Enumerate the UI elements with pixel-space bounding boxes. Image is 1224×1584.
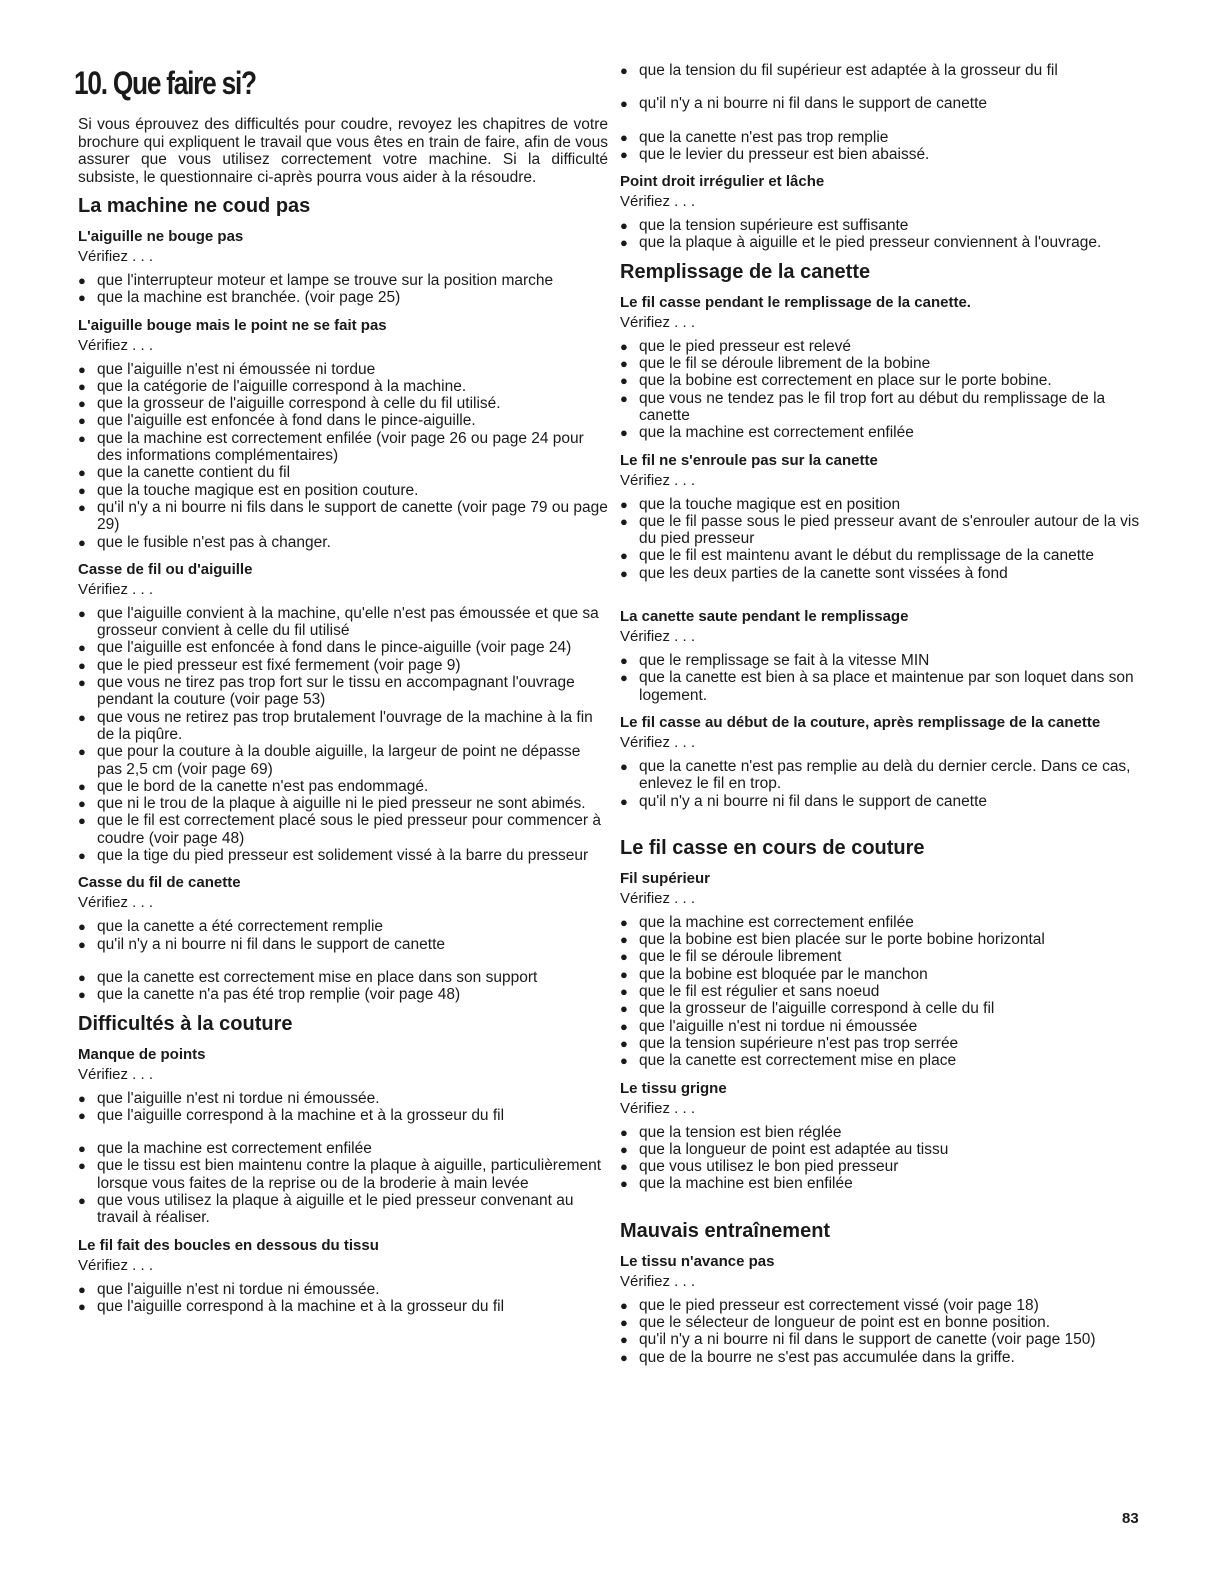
list-item: ● que la grosseur de l'aiguille correspond à celle du fil — [620, 1000, 1148, 1017]
list-item: ● que vous ne tendez pas le fil trop fort au début du remplissage de la canette — [620, 390, 1148, 425]
list-item: ● que l'aiguille n'est ni tordue ni émoussée. — [78, 1090, 608, 1107]
subsection-heading: Fil supérieur — [620, 869, 711, 887]
list-item: ● que la canette n'est pas remplie au delà du dernier cercle. Dans ce cas, enlevez le fil en trop. — [620, 758, 1148, 793]
list-item: ● que le pied presseur est correctement vissé (voir page 18) — [620, 1297, 1148, 1314]
subsection-heading: Point droit irrégulier et lâche — [620, 173, 825, 191]
verify-label: Vérifiez . . . — [620, 889, 696, 907]
list-item: ● que l'aiguille est enfoncée à fond dans le pince-aiguille. — [78, 412, 608, 429]
list-item: ● que la machine est bien enfilée — [620, 1175, 1148, 1192]
checklist — [620, 496, 1148, 582]
list-item: ● que la bobine est bloquée par le manchon — [620, 966, 1148, 983]
list-item: ● que la canette est bien à sa place et maintenue par son loquet dans son logement. — [620, 669, 1148, 704]
list-item: ● qu'il n'y a ni bourre ni fil dans le support de canette — [620, 793, 1148, 810]
subsection-heading: Le fil ne s'enroule pas sur la canette — [620, 451, 878, 469]
list-item: ● que la canette a été correctement remplie — [78, 918, 608, 935]
subsection-heading: Casse de fil ou d'aiguille — [78, 560, 253, 578]
verify-label: Vérifiez . . . — [78, 336, 154, 354]
verify-label: Vérifiez . . . — [620, 313, 696, 331]
checklist — [620, 652, 1148, 704]
list-item: ● que le remplissage se fait à la vitesse MIN — [620, 652, 1148, 669]
list-item: ● que ni le trou de la plaque à aiguille ni le pied presseur ne sont abimés. — [78, 795, 608, 812]
checklist — [620, 914, 1148, 1070]
checklist — [620, 338, 1148, 442]
subsection-heading: Le fil casse au début de la couture, après remplissage de la canette — [620, 713, 1101, 731]
list-item: ● que le fil se déroule librement — [620, 948, 1148, 965]
list-item: ● que l'aiguille correspond à la machine et à la grosseur du fil — [78, 1298, 608, 1315]
list-item: ● que la canette contient du fil — [78, 464, 608, 481]
list-item: ● qu'il n'y a ni bourre ni fil dans le support de canette — [78, 936, 608, 953]
list-item: ● que la bobine est bien placée sur le porte bobine horizontal — [620, 931, 1148, 948]
list-item: ● que l'interrupteur moteur et lampe se trouve sur la position marche — [78, 272, 608, 289]
list-item: ● que le fil est régulier et sans noeud — [620, 983, 1148, 1000]
section-heading: Difficultés à la couture — [78, 1012, 293, 1035]
verify-label: Vérifiez . . . — [78, 248, 154, 265]
section-heading: Mauvais entraînement — [620, 1219, 831, 1242]
intro-paragraph: Si vous éprouvez des difficultés pour coudre, revoyez les chapitres de votre brochure qui expliquent le travail que vous êtes en train de faire, afin de vous assurer que vous utilisez correctement votre machine. Si la difficulté subsiste, le questionnaire ci-après pourra vous aider à la résoudre. — [78, 116, 608, 186]
list-item: ● que l'aiguille convient à la machine, qu'elle n'est pas émoussée et que sa grosseur convient à celle du fil utilisé — [78, 605, 608, 640]
list-item: ● que la canette est correctement mise en place dans son support — [78, 969, 608, 986]
checklist — [620, 217, 1148, 252]
subsection-heading: Le tissu grigne — [620, 1079, 727, 1097]
list-item: ● que le pied presseur est fixé fermement (voir page 9) — [78, 657, 608, 674]
list-item: ● que la catégorie de l'aiguille correspond à la machine. — [78, 378, 608, 395]
checklist — [78, 1281, 608, 1316]
subsection-heading: Casse du fil de canette — [78, 874, 241, 892]
list-item: ● que le fil est maintenu avant le début du remplissage de la canette — [620, 547, 1148, 564]
list-item: ● que l'aiguille est enfoncée à fond dans le pince-aiguille (voir page 24) — [78, 639, 608, 656]
list-item: ● que la tension supérieure n'est pas trop serrée — [620, 1035, 1148, 1052]
list-item: ● que la machine est correctement enfilée — [620, 424, 1148, 441]
list-item: ● qu'il n'y a ni bourre ni fil dans le support de canette — [620, 95, 1148, 112]
subsection-heading: La canette saute pendant le remplissage — [620, 608, 909, 626]
verify-label: Vérifiez . . . — [78, 580, 154, 598]
section-heading: Remplissage de la canette — [620, 260, 871, 283]
verify-label: Vérifiez . . . — [78, 894, 154, 912]
checklist — [620, 758, 1148, 810]
section-heading: Le fil casse en cours de couture — [620, 836, 925, 859]
checklist — [78, 272, 608, 307]
list-item: ● que la longueur de point est adaptée au tissu — [620, 1141, 1148, 1158]
checklist — [78, 918, 608, 1003]
list-item: ● que le bord de la canette n'est pas endommagé. — [78, 778, 608, 795]
verify-label: Vérifiez . . . — [78, 1065, 154, 1083]
right-column — [620, 0, 1148, 1370]
list-item: ● que le fil est correctement placé sous le pied presseur pour commencer à coudre (voir page 48) — [78, 812, 608, 847]
list-item: ● qu'il n'y a ni bourre ni fils dans le support de canette (voir page 79 ou page 29) — [78, 499, 608, 534]
list-item: ● que la tension est bien réglée — [620, 1124, 1148, 1141]
checklist — [620, 1124, 1148, 1193]
verify-label: Vérifiez . . . — [620, 193, 696, 211]
verify-label: Vérifiez . . . — [620, 1272, 696, 1290]
list-item: ● que le tissu est bien maintenu contre la plaque à aiguille, particulièrement lorsque vous faites de la reprise ou de la broderie à main levée — [78, 1157, 608, 1192]
list-item: ● que les deux parties de la canette sont vissées à fond — [620, 565, 1148, 582]
list-item: ● que l'aiguille n'est ni tordue ni émoussée. — [78, 1281, 608, 1298]
list-item: ● que vous utilisez le bon pied presseur — [620, 1158, 1148, 1175]
list-item: ● que pour la couture à la double aiguille, la largeur de point ne dépasse pas 2,5 cm (voir page 69) — [78, 743, 608, 778]
list-item: ● que le pied presseur est relevé — [620, 338, 1148, 355]
list-item: ● que le fil se déroule librement de la bobine — [620, 355, 1148, 372]
list-item: ● que la tension supérieure est suffisante — [620, 217, 1148, 234]
list-item: ● que vous utilisez la plaque à aiguille et le pied presseur convenant au travail à réaliser. — [78, 1192, 608, 1227]
list-item: ● que la tige du pied presseur est solidement vissé à la barre du presseur — [78, 847, 608, 864]
list-item: ● que vous ne retirez pas trop brutalement l'ouvrage de la machine à la fin de la piqûre. — [78, 709, 608, 744]
list-item: ● que la grosseur de l'aiguille correspond à celle du fil utilisé. — [78, 395, 608, 412]
list-item: ● que la canette n'est pas trop remplie — [620, 129, 1148, 146]
page-title: 10. Que faire si? — [74, 65, 256, 101]
list-item: ● que l'aiguille correspond à la machine et à la grosseur du fil — [78, 1107, 608, 1124]
subsection-heading: Manque de points — [78, 1045, 206, 1063]
list-item: ● que la touche magique est en position — [620, 496, 1148, 513]
list-item: ● que la bobine est correctement en place sur le porte bobine. — [620, 372, 1148, 389]
list-item: ● que de la bourre ne s'est pas accumulée dans la griffe. — [620, 1349, 1148, 1366]
list-item: ● que la machine est branchée. (voir page 25) — [78, 289, 608, 306]
list-item: ● que la touche magique est en position couture. — [78, 482, 608, 499]
list-item: ● que le levier du presseur est bien abaissé. — [620, 146, 1148, 163]
list-item: ● que le fusible n'est pas à changer. — [78, 534, 608, 551]
checklist — [620, 1297, 1148, 1366]
section-heading: La machine ne coud pas — [78, 195, 311, 217]
list-item: ● que l'aiguille n'est ni tordue ni émoussée — [620, 1018, 1148, 1035]
verify-label: Vérifiez . . . — [620, 733, 696, 751]
verify-label: Vérifiez . . . — [78, 1256, 154, 1274]
checklist — [78, 1090, 608, 1227]
subsection-heading: Le fil casse pendant le remplissage de la canette. — [620, 293, 971, 311]
list-item: ● que la machine est correctement enfilée (voir page 26 ou page 24 pour des informations complémentaires) — [78, 430, 608, 465]
subsection-heading: L'aiguille ne bouge pas — [78, 228, 244, 245]
verify-label: Vérifiez . . . — [620, 628, 696, 646]
list-item: ● que le sélecteur de longueur de point est en bonne position. — [620, 1314, 1148, 1331]
checklist — [78, 361, 608, 551]
list-item: ● que la plaque à aiguille et le pied presseur conviennent à l'ouvrage. — [620, 234, 1148, 251]
verify-label: Vérifiez . . . — [620, 1099, 696, 1117]
left-column — [74, 0, 608, 1319]
list-item: ● que la canette n'a pas été trop remplie (voir page 48) — [78, 986, 608, 1003]
subsection-heading: L'aiguille bouge mais le point ne se fait pas — [78, 316, 387, 334]
subsection-heading: Le tissu n'avance pas — [620, 1252, 775, 1270]
list-item: ● que le fil passe sous le pied presseur avant de s'enrouler autour de la vis du pied presseur — [620, 513, 1148, 548]
list-item: ● que vous ne tirez pas trop fort sur le tissu en accompagnant l'ouvrage pendant la couture (voir page 53) — [78, 674, 608, 709]
checklist — [620, 62, 1148, 163]
checklist — [78, 605, 608, 864]
verify-label: Vérifiez . . . — [620, 471, 696, 489]
list-item: ● que la machine est correctement enfilée — [620, 914, 1148, 931]
list-item: ● qu'il n'y a ni bourre ni fil dans le support de canette (voir page 150) — [620, 1331, 1148, 1348]
list-item: ● que l'aiguille n'est ni émoussée ni tordue — [78, 361, 608, 378]
subsection-heading: Le fil fait des boucles en dessous du tissu — [78, 1236, 379, 1254]
list-item: ● que la tension du fil supérieur est adaptée à la grosseur du fil — [620, 62, 1148, 79]
list-item: ● que la canette est correctement mise en place — [620, 1052, 1148, 1069]
list-item: ● que la machine est correctement enfilée — [78, 1140, 608, 1157]
page-number: 83 — [1122, 1510, 1139, 1527]
